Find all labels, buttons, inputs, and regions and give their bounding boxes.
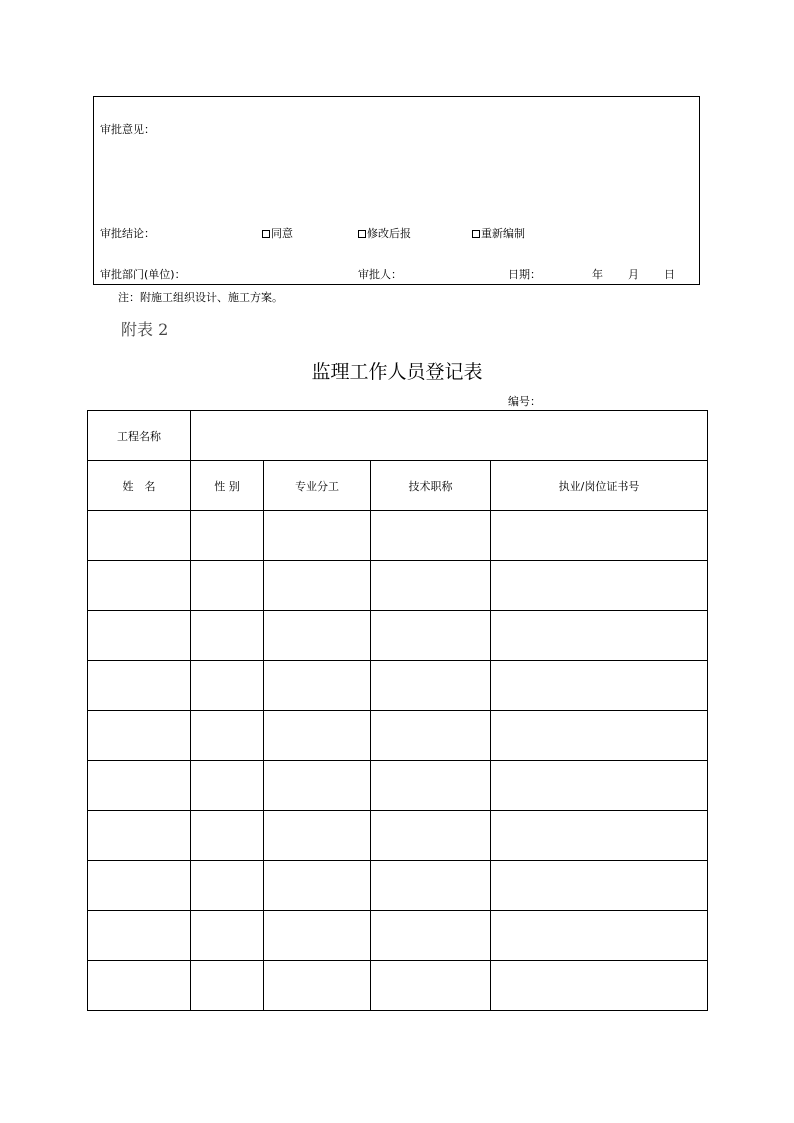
column-header-gender: 性 别 xyxy=(191,461,264,511)
name-cell[interactable] xyxy=(88,861,191,911)
form-title: 监理工作人员登记表 xyxy=(311,361,483,383)
certificate-cell[interactable] xyxy=(491,761,708,811)
name-cell[interactable] xyxy=(88,761,191,811)
table-row xyxy=(88,911,708,961)
approval-conclusion-label: 审批结论： xyxy=(100,227,155,240)
certificate-cell[interactable] xyxy=(491,611,708,661)
table-row xyxy=(88,511,708,561)
date-label: 日期： xyxy=(508,268,541,281)
title-cell[interactable] xyxy=(371,511,491,561)
certificate-cell[interactable] xyxy=(491,861,708,911)
day-label: 日 xyxy=(664,268,675,281)
table-body xyxy=(88,511,708,1011)
title-cell[interactable] xyxy=(371,561,491,611)
option-redo[interactable] xyxy=(472,225,525,241)
name-cell[interactable] xyxy=(88,961,191,1011)
option-redo-label: 重新编制 xyxy=(481,227,525,240)
title-cell[interactable] xyxy=(371,611,491,661)
revise-checkbox[interactable] xyxy=(358,230,366,238)
approver-label: 审批人： xyxy=(358,268,402,281)
specialty-cell[interactable] xyxy=(264,611,371,661)
gender-cell[interactable] xyxy=(191,961,264,1011)
title-cell[interactable] xyxy=(371,761,491,811)
gender-cell[interactable] xyxy=(191,611,264,661)
specialty-cell[interactable] xyxy=(264,961,371,1011)
option-revise-label: 修改后报 xyxy=(367,227,411,240)
title-cell[interactable] xyxy=(371,861,491,911)
serial-number-label: 编号： xyxy=(508,395,541,408)
table-row xyxy=(88,561,708,611)
title-cell[interactable] xyxy=(371,711,491,761)
approve-checkbox[interactable] xyxy=(262,230,270,238)
specialty-cell[interactable] xyxy=(264,861,371,911)
gender-cell[interactable] xyxy=(191,811,264,861)
certificate-cell[interactable] xyxy=(491,961,708,1011)
specialty-cell[interactable] xyxy=(264,761,371,811)
title-cell[interactable] xyxy=(371,661,491,711)
column-header-title: 技术职称 xyxy=(371,461,491,511)
project-name-label: 工程名称 xyxy=(88,411,191,461)
gender-cell[interactable] xyxy=(191,861,264,911)
specialty-cell[interactable] xyxy=(264,511,371,561)
project-name-row xyxy=(88,411,708,461)
name-cell[interactable] xyxy=(88,711,191,761)
specialty-cell[interactable] xyxy=(264,561,371,611)
table-row xyxy=(88,611,708,661)
name-cell[interactable] xyxy=(88,661,191,711)
certificate-cell[interactable] xyxy=(491,561,708,611)
gender-cell[interactable] xyxy=(191,911,264,961)
certificate-cell[interactable] xyxy=(491,661,708,711)
name-cell[interactable] xyxy=(88,611,191,661)
certificate-cell[interactable] xyxy=(491,911,708,961)
appendix-label: 附表 2 xyxy=(121,320,169,339)
certificate-cell[interactable] xyxy=(491,511,708,561)
column-header-specialty: 专业分工 xyxy=(264,461,371,511)
title-cell[interactable] xyxy=(371,961,491,1011)
name-cell[interactable] xyxy=(88,511,191,561)
table-row xyxy=(88,961,708,1011)
project-name-field[interactable] xyxy=(191,411,708,461)
specialty-cell[interactable] xyxy=(264,911,371,961)
option-revise[interactable] xyxy=(358,225,411,241)
name-cell[interactable] xyxy=(88,811,191,861)
name-cell[interactable] xyxy=(88,561,191,611)
gender-cell[interactable] xyxy=(191,511,264,561)
table-row xyxy=(88,711,708,761)
month-label: 月 xyxy=(628,268,639,281)
option-approve[interactable] xyxy=(262,225,293,241)
gender-cell[interactable] xyxy=(191,711,264,761)
specialty-cell[interactable] xyxy=(264,661,371,711)
option-approve-label: 同意 xyxy=(271,227,293,240)
gender-cell[interactable] xyxy=(191,561,264,611)
column-header-certificate: 执业/岗位证书号 xyxy=(491,461,708,511)
table-header-row xyxy=(88,461,708,511)
approval-opinion-label: 审批意见： xyxy=(100,123,155,136)
table-row xyxy=(88,811,708,861)
table-row xyxy=(88,761,708,811)
redo-checkbox[interactable] xyxy=(472,230,480,238)
specialty-cell[interactable] xyxy=(264,711,371,761)
department-label: 审批部门(单位)： xyxy=(100,268,186,281)
year-label: 年 xyxy=(592,268,603,281)
gender-cell[interactable] xyxy=(191,661,264,711)
table-row xyxy=(88,661,708,711)
gender-cell[interactable] xyxy=(191,761,264,811)
column-header-name: 姓 名 xyxy=(88,461,191,511)
specialty-cell[interactable] xyxy=(264,811,371,861)
name-cell[interactable] xyxy=(88,911,191,961)
title-cell[interactable] xyxy=(371,811,491,861)
personnel-register-table xyxy=(87,410,708,1011)
attachment-note: 注：附施工组织设计、施工方案。 xyxy=(118,291,283,304)
certificate-cell[interactable] xyxy=(491,811,708,861)
title-cell[interactable] xyxy=(371,911,491,961)
table-row xyxy=(88,861,708,911)
approval-box xyxy=(93,96,700,285)
certificate-cell[interactable] xyxy=(491,711,708,761)
